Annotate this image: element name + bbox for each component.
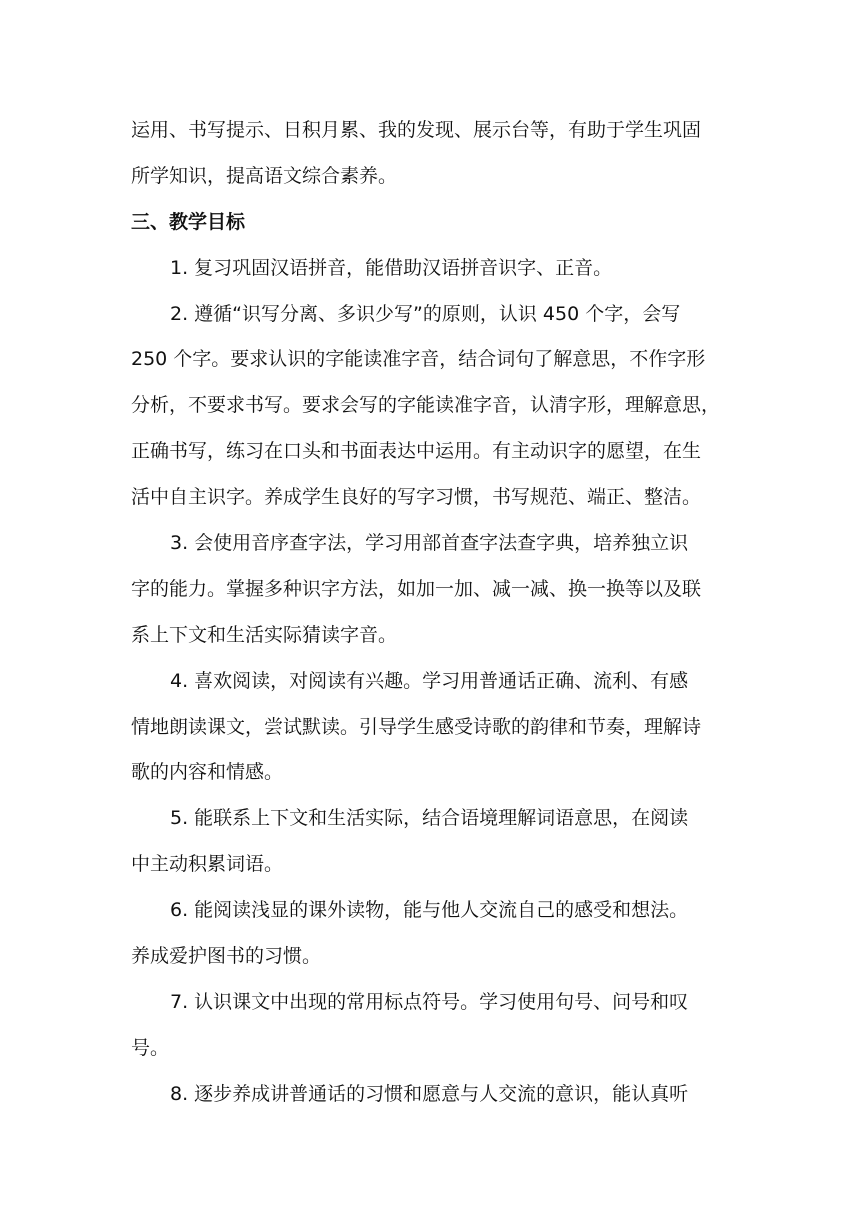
list-item: 1. 复习巩固汉语拼音，能借助汉语拼音识字、正音。 — [170, 256, 613, 279]
section-heading: 三、教学目标 — [131, 210, 246, 233]
text-line: 所学知识，提高语文综合素养。 — [131, 164, 398, 187]
list-item: 2. 遵循“识写分离、多识少写”的原则，认识 450 个字，会写 — [170, 302, 681, 325]
text-line: 中主动积累词语。 — [131, 853, 284, 876]
text-line: 分析，不要求书写。要求会写的字能读准字音，认清字形，理解意思， — [131, 394, 721, 417]
text-line: 号。 — [131, 1036, 170, 1059]
list-item: 6. 能阅读浅显的课外读物，能与他人交流自己的感受和想法。 — [170, 899, 689, 922]
text-line: 系上下文和生活实际猜读字音。 — [131, 623, 398, 646]
text-line: 正确书写，练习在口头和书面表达中运用。有主动识字的愿望，在生 — [131, 440, 702, 463]
text-line: 养成爱护图书的习惯。 — [131, 945, 322, 968]
text-line: 情地朗读课文，尝试默读。引导学生感受诗歌的韵律和节奏，理解诗 — [131, 715, 702, 738]
text-line: 歌的内容和情感。 — [131, 761, 284, 784]
list-item: 4. 喜欢阅读，对阅读有兴趣。学习用普通话正确、流利、有感 — [170, 669, 689, 692]
list-item: 8. 逐步养成讲普通话的习惯和愿意与人交流的意识，能认真听 — [170, 1082, 689, 1105]
text-line: 字的能力。掌握多种识字方法，如加一加、减一减、换一换等以及联 — [131, 577, 702, 600]
list-item: 7. 认识课文中出现的常用标点符号。学习使用句号、问号和叹 — [170, 990, 689, 1013]
text-line: 250 个字。要求认识的字能读准字音，结合词句了解意思，不作字形 — [131, 348, 706, 371]
document-body — [131, 108, 731, 1118]
text-line: 运用、书写提示、日积月累、我的发现、展示台等，有助于学生巩固 — [131, 119, 702, 141]
list-item: 3. 会使用音序查字法，学习用部首查字法查字典，培养独立识 — [170, 532, 689, 555]
list-item: 5. 能联系上下文和生活实际，结合语境理解词语意思，在阅读 — [170, 807, 689, 830]
text-line: 活中自主识字。养成学生良好的写字习惯，书写规范、端正、整洁。 — [131, 486, 702, 509]
